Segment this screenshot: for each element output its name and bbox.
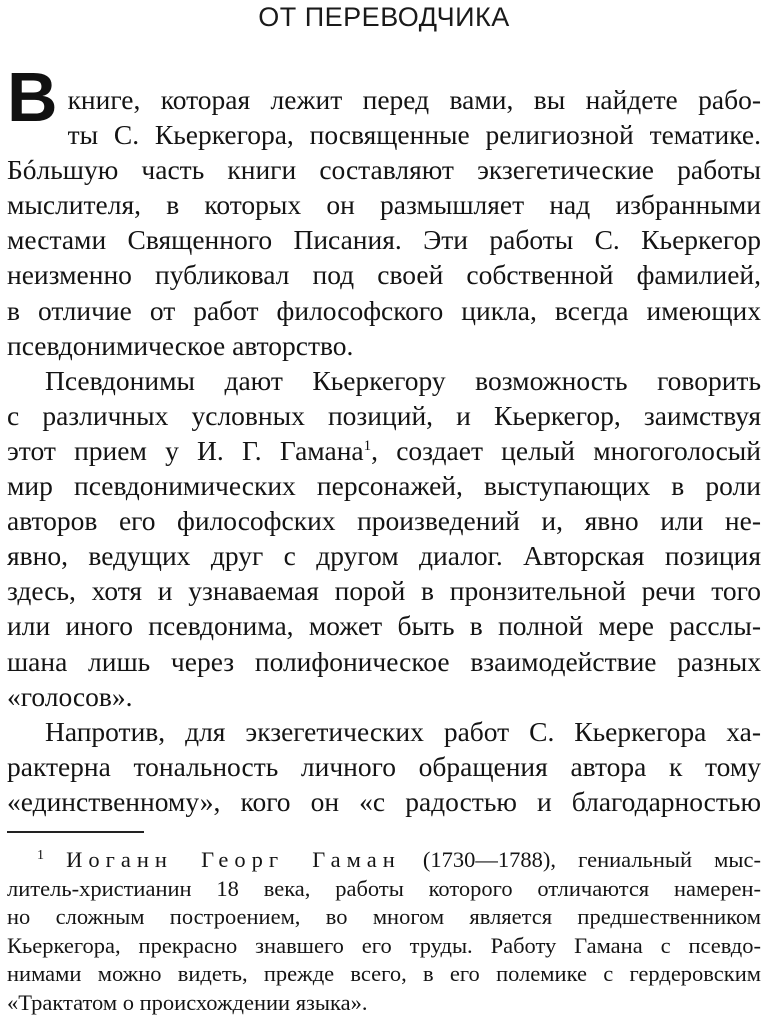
text-segment: , создает целый многоголосый <box>371 434 761 466</box>
paragraph-1-line-4: мыслителя, в которых он размышляет над избранными <box>7 189 761 221</box>
paragraph-1-line-5: местами Священного Писания. Эти работы С. Кьеркегор <box>7 224 761 256</box>
footnote-marker: 1 <box>37 848 44 863</box>
main-text <box>7 58 761 819</box>
footnote-line-4: Кьеркегора, прекрасно знавшего его труды. Работу Гамана с псевдо- <box>7 932 761 958</box>
paragraph-2-line-6: явно, ведущих друг с другом диалог. Авторская позиция <box>7 540 761 572</box>
footnote-person-name: Иоганн Георг Гаман <box>66 847 401 872</box>
paragraph-1-line-7: в отличие от работ философского цикла, всегда имеющих <box>7 294 761 326</box>
footnote-line-2: литель-христианин 18 века, работы которого отличаются намерен- <box>7 875 761 901</box>
paragraph-1-line-6: неизменно публиковал под своей собственной фамилией, <box>7 259 761 291</box>
paragraph-2-line-10: «голосов». <box>7 680 133 712</box>
paragraph-1-line-3: Бóльшую часть книги составляют экзегетические работы <box>7 154 761 186</box>
paragraph-3-line-2: рактерна тональность личного обращения автора к тому <box>7 750 761 782</box>
paragraph-2-line-3 <box>7 433 761 468</box>
drop-cap: В <box>7 58 58 136</box>
paragraph-1-line-2: ты С. Кьеркегора, посвященные религиозной тематике. <box>67 119 761 151</box>
paragraph-2-line-1: Псевдонимы дают Кьеркегору возможность говорить <box>45 364 761 396</box>
footnote-reference[interactable]: 1 <box>363 437 372 454</box>
text-segment: (1730—1788), гениальный мыс- <box>400 847 761 872</box>
footnote-divider <box>7 831 144 833</box>
text-line: книге, которая лежит перед вами, вы найдете рабо- <box>67 84 761 115</box>
footnote <box>7 846 761 1018</box>
footnote-line-3: но сложным построением, во многом является предшественником <box>7 904 761 930</box>
paragraph-1-line-8: псевдонимическое авторство. <box>7 329 354 361</box>
footnote-line-5: нимами можно видеть, прежде всего, в его полемике с гердеровским <box>7 961 761 987</box>
paragraph-2-line-7: здесь, хотя и узнаваемая порой в пронзительной речи того <box>7 575 761 607</box>
paragraph-2-line-2: с различных условных позиций, и Кьеркегор, заимствуя <box>7 399 761 431</box>
paragraph-3-line-3: «единственному», кого он «с радостью и благодарностью <box>7 785 761 817</box>
text-segment: этот прием у И. Г. Гамана <box>7 434 364 466</box>
chapter-heading: ОТ ПЕРЕВОДЧИКА <box>258 2 510 32</box>
paragraph-2-line-4: мир псевдонимических персонажей, выступающих в роли <box>7 470 761 502</box>
footnote-line-6: «Трактатом о происхождении языка». <box>7 989 368 1015</box>
paragraph-3-line-1: Напротив, для экзегетических работ С. Кьеркегора ха- <box>45 715 761 747</box>
paragraph-2-line-9: шана лишь через полифоническое взаимодействие разных <box>7 645 761 677</box>
paragraph-2-line-5: авторов его философских произведений и, явно или не- <box>7 505 761 537</box>
footnote-line-1 <box>7 846 761 875</box>
paragraph-2-line-8: или иного псевдонима, может быть в полной мере расслы- <box>7 610 761 642</box>
